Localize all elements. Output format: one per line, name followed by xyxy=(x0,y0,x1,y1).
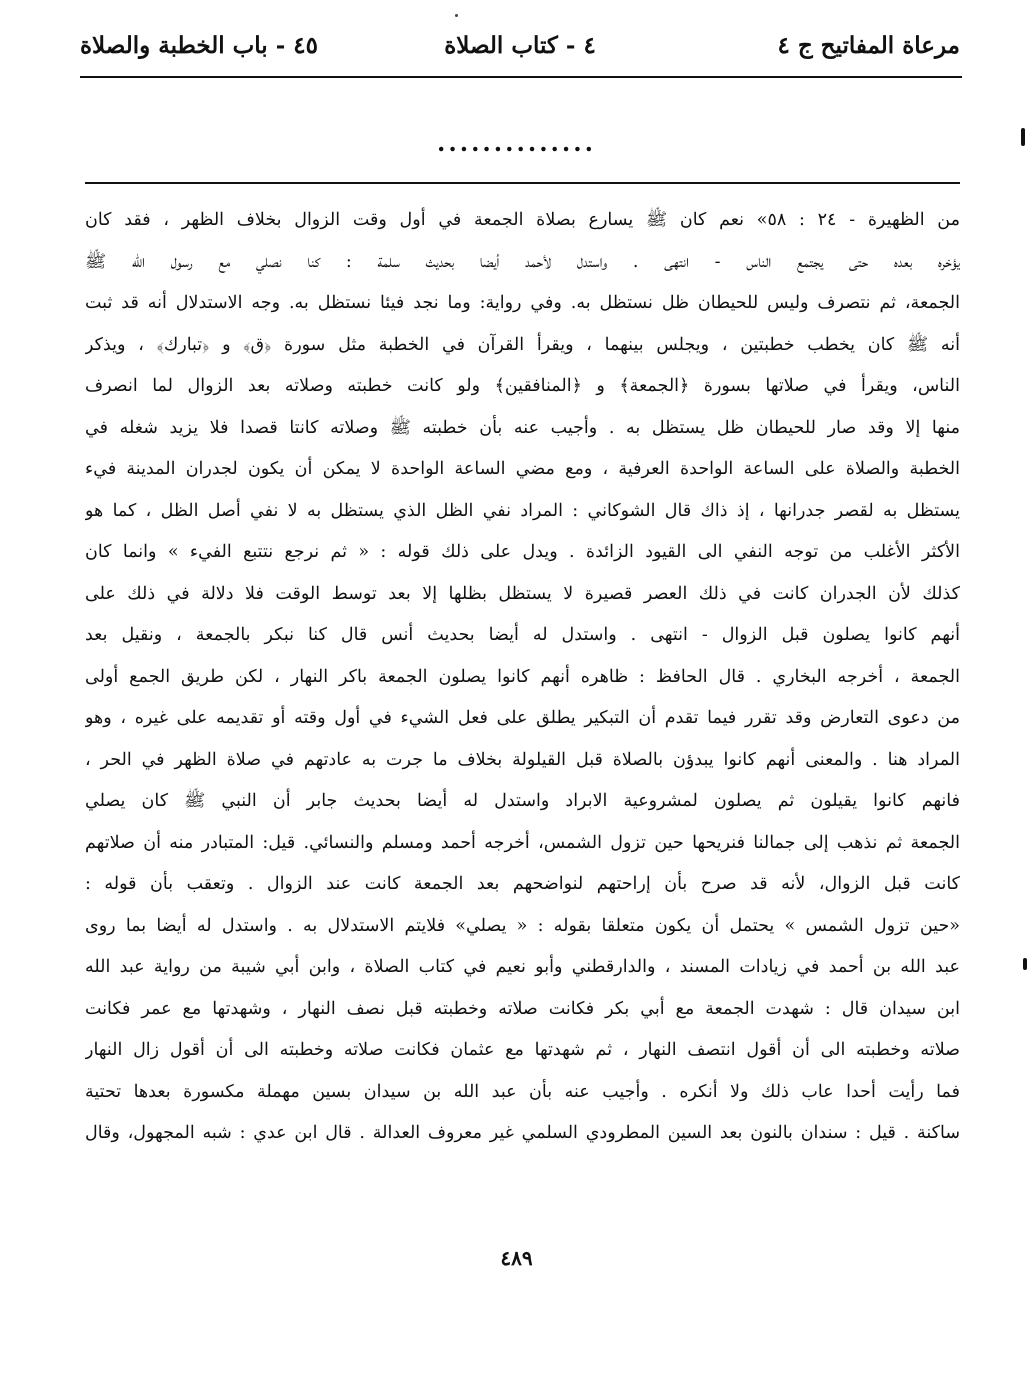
separator-dots: .............. xyxy=(437,128,596,157)
footnote-rule xyxy=(85,182,960,184)
book-title: مرعاة المفاتيح ج ٤ xyxy=(777,32,960,59)
text-line: الناس، ويقرأ في صلاتها بسورة ﴿الجمعة﴾ و ﴿المنافقين﴾ ولو كانت خطبته وصلاته بعد الزوال لما انصرف xyxy=(85,376,960,396)
section-title: ٤٥ - باب الخطبة والصلاة xyxy=(80,32,318,59)
margin-mark xyxy=(1023,958,1027,970)
chapter-title: ٤ - كتاب الصلاة xyxy=(444,32,596,59)
commentary-text xyxy=(85,200,960,1155)
running-header xyxy=(80,32,960,72)
page-number: ٤٨٩ xyxy=(500,1246,533,1270)
text-line: الجمعة ثم نذهب إلى جمالنا فنريحها حين تزول الشمس، أخرجه أحمد ومسلم والنسائي. قيل: المتبادر منه أن صلاتهم xyxy=(85,832,960,853)
text-line: الأكثر الأغلب من توجه النفي الى القيود الزائدة . ويدل على ذلك قوله : « ثم نرجع نتتبع الفيء » وانما كان xyxy=(85,542,960,562)
text-line: أنه ﷺ كان يخطب خطبتين ، ويجلس بينهما ، ويقرأ القرآن في الخطبة مثل سورة ﴿ق﴾ و ﴿تبارك﴾ ، ويذكر xyxy=(85,334,960,355)
text-line: الجمعة ، أخرجه البخاري . قال الحافظ : ظاهره أنهم كانوا يصلون الجمعة باكر النهار ، لكن طريق الجمع أولى xyxy=(85,666,960,687)
text-line: يستظل به لقصر جدرانها ، إذ ذاك قال الشوكاني : المراد نفي الظل الذي يستظل به لا نفي أصل الظل ، كما هو xyxy=(85,500,960,521)
text-line: من الظهيرة - ٢٤ : ٥٨» نعم كان ﷺ يسارع بصلاة الجمعة في أول وقت الزوال بخلاف الظهر ، فقد كان xyxy=(85,210,960,230)
margin-mark xyxy=(1021,128,1025,146)
text-line: «حين تزول الشمس » يحتمل أن يكون متعلقا بقوله : « يصلي» فلايتم الاستدلال به . واستدل له أيضا بما روى xyxy=(85,915,960,936)
text-line: الخطبة والصلاة على الساعة الواحدة العرفية ، ومع مضي الساعة الواحدة لا يمكن أن يكون لجدران المدينة فيء xyxy=(85,459,960,479)
text-line: من دعوى التعارض وقد تقرر فيما تقدم أن التبكير يطلق على فعل الشيء في أول وقته أو تقديمه على غيره ، وهو xyxy=(85,708,960,728)
text-line: الجمعة، ثم نتصرف وليس للحيطان ظل نستظل به. وفي رواية: وما نجد فيئا نستظل به. وجه الاستدلال أنه قد ثبت xyxy=(85,293,960,313)
text-line: كانت قبل الزوال، لأنه قد صرح بأن إراحتهم لنواضحهم بعد الجمعة كانت عند الزوال . وتعقب بأن قوله : xyxy=(85,874,960,894)
text-line: أنهم كانوا يصلون قبل الزوال - انتهى . واستدل له أيضا بحديث أنس قال كنا نبكر بالجمعة ، ونقيل بعد xyxy=(85,625,960,645)
text-line: ساكنة . قيل : سندان بالنون بعد السين المطرودي السلمي غير معروف العدالة . قال ابن عدي : شبه المجهول، وقال xyxy=(85,1123,960,1143)
text-line: عبد الله بن أحمد في زيادات المسند ، والدارقطني وأبو نعيم في كتاب الصلاة ، وابن أبي شيبة من رواية عبد الله xyxy=(85,957,960,977)
text-line: فانهم كانوا يقيلون ثم يصلون لمشروعية الابراد واستدل له أيضا بحديث جابر أن النبي ﷺ كان يصلي xyxy=(85,791,960,811)
scan-speck xyxy=(455,14,458,17)
text-line: يؤخره بعده حتى يجتمع الناس - انتهى . واستدل لأحمد أيضا بحديث سلمة : كنا نصلي مع رسول الله ﷺ xyxy=(85,251,960,272)
text-line: ابن سيدان قال : شهدت الجمعة مع أبي بكر فكانت صلاته وخطبته قبل نصف النهار ، وشهدتها مع عمر فكانت xyxy=(85,998,960,1019)
header-rule xyxy=(80,76,962,78)
text-line: فما رأيت أحدا عاب ذلك ولا أنكره . وأجيب عنه بأن عبد الله بن سيدان بسين مهملة مكسورة بعدها تحتية xyxy=(85,1081,960,1102)
text-line: منها إلا وقد صار للحيطان ظل يستظل به . وأجيب عنه بأن خطبته ﷺ وصلاته كانتا قصدا فلا يزيد شغله في xyxy=(85,417,960,438)
text-line: المراد هنا . والمعنى أنهم كانوا يبدؤن بالصلاة قبل القيلولة بخلاف ما جرت به عادتهم في صلاة الظهر في الحر ، xyxy=(85,749,960,770)
text-line: صلاته وخطبته الى أن أقول انتصف النهار ، ثم شهدتها مع عثمان فكانت صلاته وخطبته الى أن أقول زال النهار xyxy=(85,1040,960,1060)
text-line: كذلك لأن الجدران كانت في ذلك العصر قصيرة لا يستظل بظلها إلا بعد توسط الوقت فلا دلالة في ذلك على xyxy=(85,583,960,604)
